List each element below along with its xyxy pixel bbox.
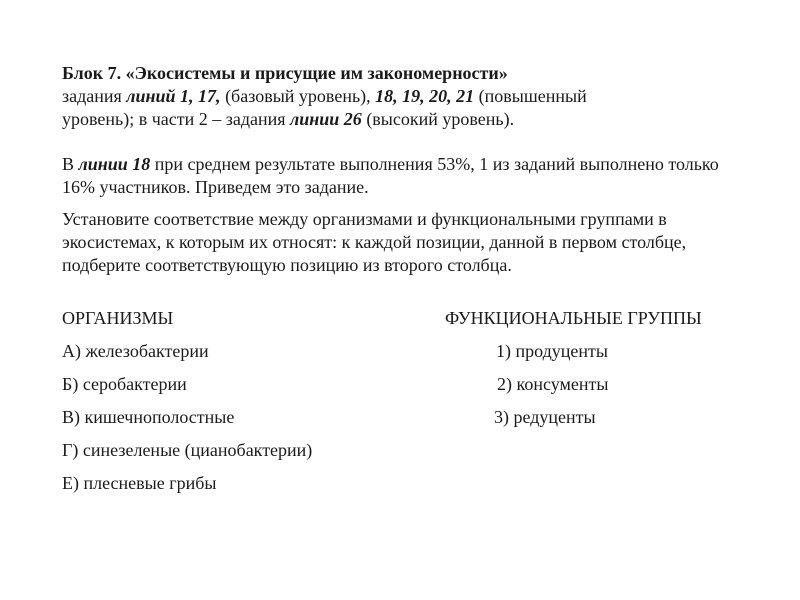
result-paragraph	[62, 153, 752, 199]
subtitle-text: (высокий уровень).	[361, 109, 515, 129]
block-subtitle-line-1	[62, 85, 752, 108]
subtitle-lines-advanced: 18, 19, 20, 21	[375, 86, 475, 106]
paragraph-text: при среднем результате выполнения 53%, 1 из заданий выполнено только 16% участников. Приведем это задание.	[62, 154, 719, 197]
task-instructions: Установите соответствие между организмами и функциональными группами в экосистемах, к которым их относят: к каждой позиции, данной в первом столбце, подберите соответствующую позицию из второго столбца.	[62, 209, 687, 275]
functional-group-item: 1) продуценты	[496, 341, 608, 361]
subtitle-text: (повышенный	[474, 86, 587, 106]
functional-groups-header: ФУНКЦИОНАЛЬНЫЕ ГРУППЫ	[445, 308, 702, 328]
subtitle-lines-high: линии 26	[290, 109, 362, 129]
document-page	[62, 62, 752, 498]
organism-item: А) железобактерии	[62, 341, 209, 361]
functional-group-item: 2) консументы	[497, 374, 609, 394]
organism-item: Г) синезеленые (цианобактерии)	[62, 440, 313, 460]
subtitle-lines-basic: линий 1, 17,	[126, 86, 221, 106]
paragraph-text: В	[62, 154, 79, 174]
organisms-header: ОРГАНИЗМЫ	[62, 308, 174, 328]
paragraph-line-ref: линии 18	[78, 154, 151, 174]
matching-table	[62, 308, 752, 498]
subtitle-text: уровень); в части 2 – задания	[62, 109, 291, 129]
subtitle-text: (базовый уровень),	[220, 86, 376, 106]
block-heading	[62, 62, 752, 131]
organism-item: Б) серобактерии	[62, 374, 187, 394]
subtitle-text: задания	[62, 86, 127, 106]
organism-item: В) кишечнополостные	[62, 407, 235, 427]
block-subtitle-line-2	[62, 108, 752, 131]
functional-group-item: 3) редуценты	[494, 407, 596, 427]
block-title: Блок 7. «Экосистемы и присущие им закономерности»	[62, 63, 508, 83]
organism-item: Е) плесневые грибы	[62, 473, 217, 493]
